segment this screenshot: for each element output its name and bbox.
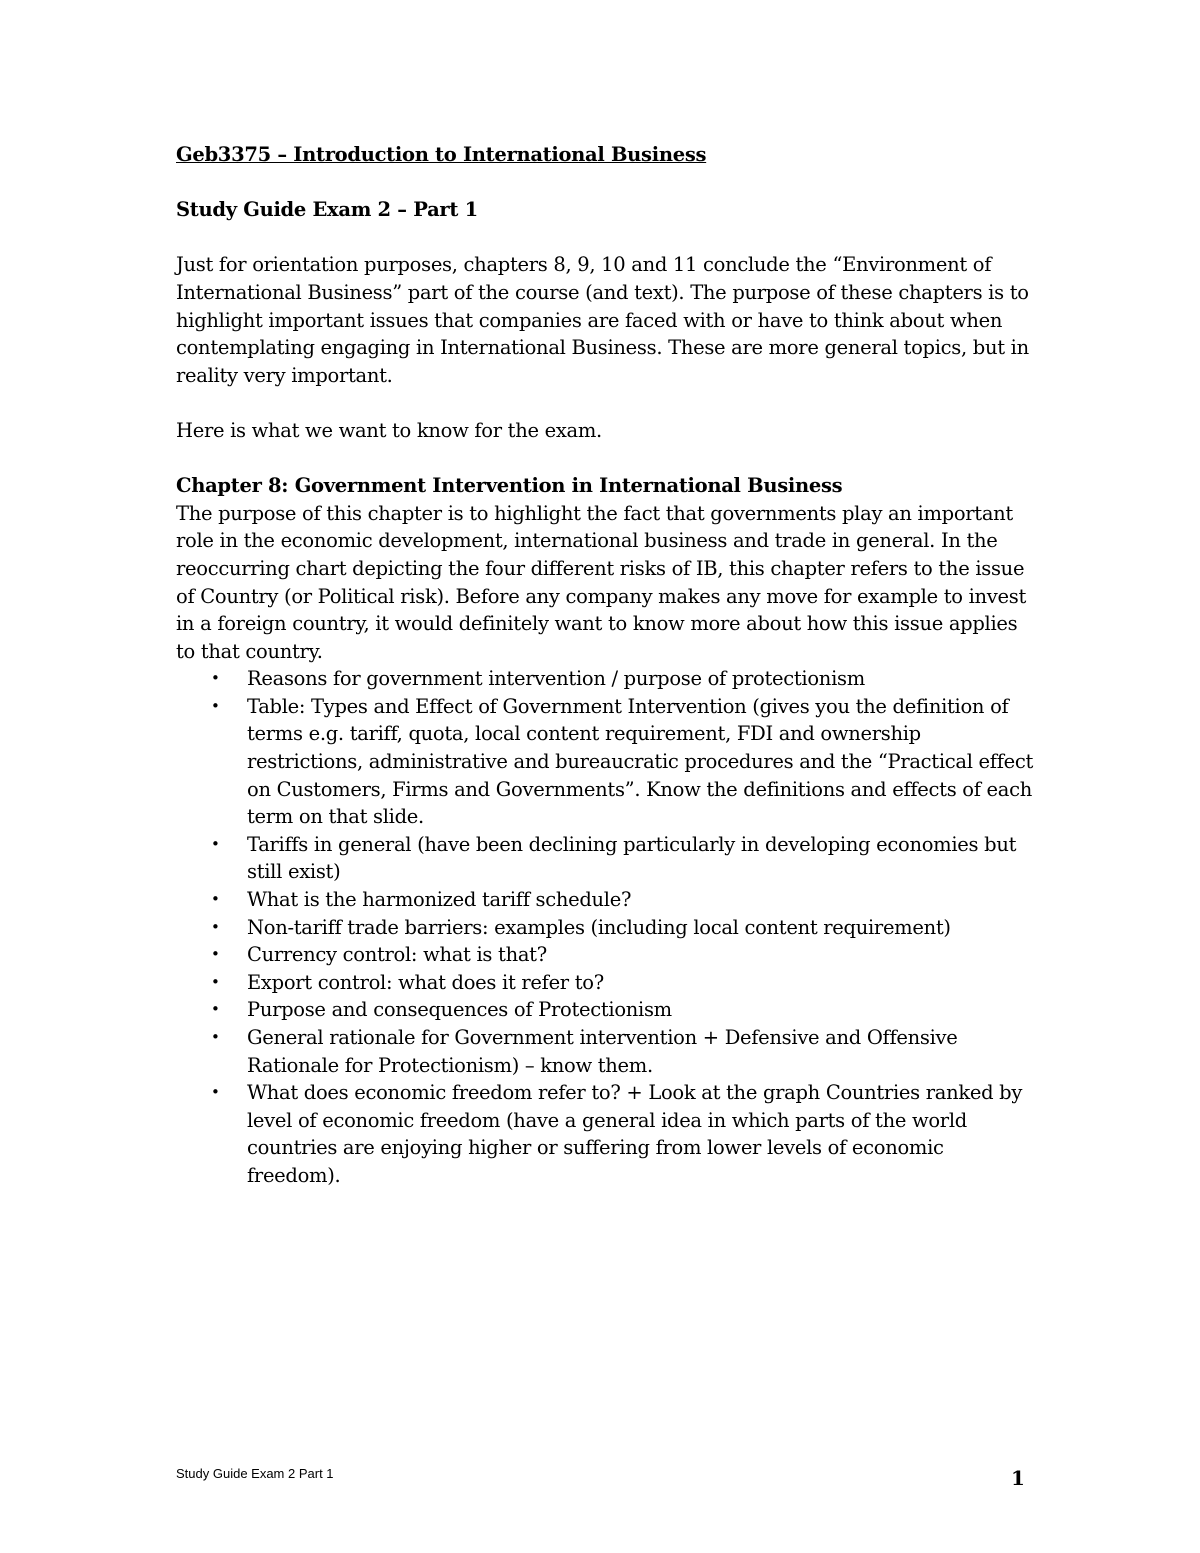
bullet-icon: • [211, 669, 220, 688]
footer-label: Study Guide Exam 2 Part 1 [176, 1466, 334, 1481]
document-title: Geb3375 – Introduction to International Business [176, 143, 707, 166]
list-item [211, 1024, 1036, 1079]
chapter-8-body: The purpose of this chapter is to highlight the fact that governments play an important role in the economic development, international business and trade in general. In the reoccurring chart depicting the four different risks of IB, this chapter refers to the issue of Country (or Political risk). Before any company makes any move for example to invest in a foreign country, it would definitely want to know more about how this issue applies to that country. [176, 501, 1027, 663]
list-item [211, 969, 1036, 997]
list-item [211, 665, 1036, 693]
list-item [211, 941, 1036, 969]
bullet-icon: • [211, 972, 220, 991]
bullet-icon: • [211, 1028, 220, 1046]
bullet-icon: • [211, 917, 220, 936]
list-item-text: Non-tariff trade barriers: examples (including local content requirement) [247, 915, 951, 939]
list-item [211, 1079, 1036, 1189]
bullet-icon: • [211, 1000, 220, 1019]
bullet-icon: • [211, 1083, 220, 1102]
bullet-icon: • [211, 696, 220, 715]
list-item-text: Export control: what does it refer to? [247, 970, 604, 994]
bullet-icon: • [211, 945, 220, 964]
list-item-text: Currency control: what is that? [247, 943, 547, 967]
list-item-text: What does economic freedom refer to? + Look at the graph Countries ranked by level of economic freedom (have a general idea in which parts of the world countries are enjoying higher or suffering from lower levels of economic freedom). [247, 1081, 1023, 1187]
bullet-icon: • [211, 834, 220, 853]
list-item-text: What is the harmonized tariff schedule? [247, 888, 632, 912]
list-item-text: Reasons for government intervention / purpose of protectionism [247, 667, 865, 691]
list-item [211, 831, 1036, 886]
chapter-8-heading: Chapter 8: Government Intervention in International Business [176, 474, 843, 498]
exam-note: Here is what we want to know for the exam. [176, 418, 602, 442]
list-item [211, 693, 1036, 831]
document-body [176, 141, 1036, 1190]
list-item-text: Table: Types and Effect of Government Intervention (gives you the definition of terms e.g. tariff, quota, local content requirement, FDI and ownership restrictions, administrative and bureaucratic procedures and the “Practical effect on Customers, Firms and Governments”. Know the definitions and effects of each term on that slide. [247, 694, 1034, 829]
list-item [211, 914, 1036, 942]
bullet-icon: • [211, 890, 220, 909]
document-subtitle: Study Guide Exam 2 – Part 1 [176, 198, 478, 222]
list-item [211, 886, 1036, 914]
list-item-text: General rationale for Government intervention + Defensive and Offensive Rationale for Protectionism) – know them. [247, 1026, 958, 1077]
list-item-text: Purpose and consequences of Protectionism [247, 998, 672, 1022]
list-item-text: Tariffs in general (have been declining particularly in developing economies but still exist) [247, 832, 1017, 884]
list-item [211, 996, 1036, 1024]
intro-paragraph: Just for orientation purposes, chapters 8, 9, 10 and 11 conclude the “Environment of International Business” part of the course (and text). The purpose of these chapters is to highlight important issues that companies are faced with or have to think about when contemplating engaging in International Business. These are more general topics, but in reality very important. [176, 253, 1029, 387]
chapter-8-bullet-list [176, 665, 1036, 1189]
page-number: 1 [1011, 1466, 1025, 1490]
